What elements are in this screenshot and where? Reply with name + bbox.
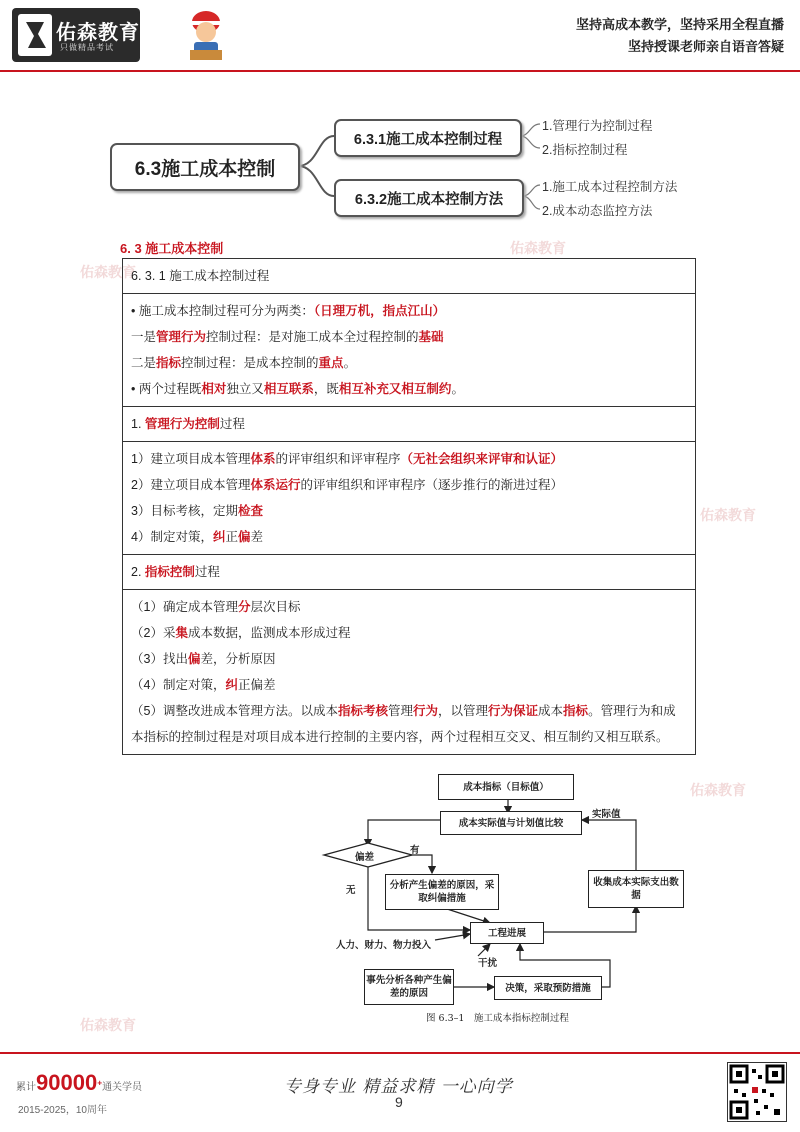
qr-code-icon: [727, 1062, 787, 1122]
intro-line: • 两个过程既相对独立又相互联系，既相互补充又相互制约。: [131, 382, 464, 396]
intro-line: • 施工成本控制过程可分为两类：（日理万机，指点江山）: [131, 304, 446, 318]
list-item: （3）找出偏差，分析原因: [131, 652, 276, 666]
slogan-line-1: 坚持高成本教学，坚持采用全程直播: [575, 17, 784, 32]
flow-target-box: 成本指标（目标值）: [438, 774, 574, 800]
watermark: 佑森教育: [510, 240, 566, 256]
intro-line: 二是指标控制过程：是成本控制的重点。: [131, 356, 357, 370]
flow-inputs-label: 人力、财力、物力投入: [336, 940, 432, 951]
flow-caption: 图 6.3–1 施工成本指标控制过程: [426, 1013, 569, 1024]
list-item: 2）建立项目成本管理体系运行的评审组织和评审程序（逐步推行的渐进过程）: [131, 478, 563, 492]
intro-line: 一是管理行为控制过程：是对施工成本全过程控制的基础: [131, 330, 444, 344]
logo-name: 佑森教育: [56, 22, 140, 44]
watermark: 佑森教育: [80, 1017, 136, 1033]
page-number: 9: [395, 1094, 403, 1110]
flow-analyze-box: 分析产生偏差的原因，采取纠偏措施: [385, 874, 499, 910]
mindmap-leaf: 1.施工成本过程控制方法: [542, 180, 678, 194]
watermark: 佑森教育: [80, 264, 136, 280]
flow-prior-box: 事先分析各种产生偏差的原因: [364, 969, 454, 1005]
list-item: （4）制定对策，纠正偏差: [131, 678, 276, 692]
mindmap-branch-control-process: 6.3.1施工成本控制过程: [334, 119, 522, 157]
mindmap-leaf: 1.管理行为控制过程: [542, 119, 653, 133]
list-item: 1）建立项目成本管理体系的评审组织和评审程序（无社会组织来评审和认证）: [131, 452, 563, 466]
flow-progress-box: 工程进展: [470, 922, 544, 944]
part2-heading: 2. 指标控制过程: [123, 555, 696, 590]
flow-interference-label: 干扰: [478, 958, 498, 969]
part1-heading: 1. 管理行为控制过程: [123, 407, 696, 442]
footer-stats: 累计90000+通关学员: [16, 1070, 143, 1095]
list-item: （2）采集成本数据，监测成本形成过程: [131, 626, 351, 640]
mindmap-leaf: 2.成本动态监控方法: [542, 204, 653, 218]
flow-compare-box: 成本实际值与计划值比较: [440, 811, 582, 835]
mindmap-leaf: 2.指标控制过程: [542, 143, 628, 157]
flow-decision-box: 决策，采取预防措施: [494, 976, 602, 1000]
mindmap-branch-control-method: 6.3.2施工成本控制方法: [334, 179, 524, 217]
footer-divider: [0, 1052, 800, 1054]
logo-subtitle: 只做精品考试: [60, 43, 114, 52]
footer-motto: 专身专业 精益求精 一心向学: [284, 1077, 513, 1097]
section-title: 6. 3 施工成本控制: [120, 241, 224, 256]
slogan-line-2: 坚持授课老师亲自语音答疑: [627, 39, 784, 54]
flow-label-yes: 有: [410, 845, 420, 856]
list-item: 4）制定对策，纠正偏差: [131, 530, 264, 544]
flow-label-actual: 实际值: [592, 809, 621, 820]
list-item: （5）调整改进成本管理方法。以成本指标考核管理行为，以管理行为保证成本指标。管理行为和成本指标的控制过程是对项目成本进行控制的主要内容，两个过程相互交叉、相互制约又相互联系。: [131, 704, 676, 744]
footer-years: 2015-2025，10周年: [18, 1105, 107, 1116]
flow-deviation-label: 偏差: [355, 852, 375, 863]
list-item: （1）确定成本管理分层次目标: [131, 600, 301, 614]
flow-label-no: 无: [346, 885, 356, 896]
watermark: 佑森教育: [700, 507, 756, 523]
flow-collect-box: 收集成本实际支出数据: [588, 870, 684, 908]
subsection-title: 6. 3. 1 施工成本控制过程: [123, 259, 696, 294]
mindmap-root: 6.3施工成本控制: [110, 143, 300, 191]
list-item: 3）目标考核，定期检查: [131, 504, 263, 518]
watermark: 佑森教育: [690, 782, 746, 798]
